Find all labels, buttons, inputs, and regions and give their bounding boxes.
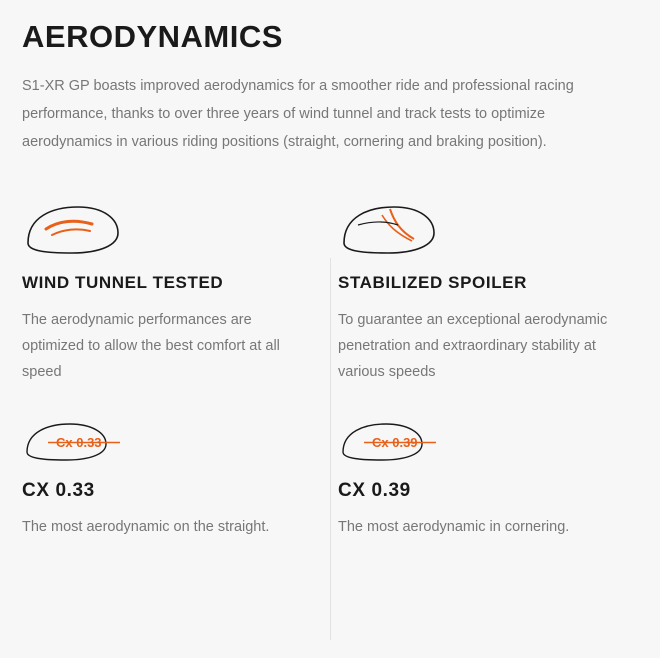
helmet-airflow-icon [22, 201, 296, 259]
cx-block-039 [338, 420, 628, 540]
column-divider [330, 258, 331, 640]
feature-description: To guarantee an exceptional aerodynamic penetration and extraordinary stability at various speeds [338, 311, 608, 381]
feature-description: The aerodynamic performances are optimized to allow the best comfort at all speed [22, 311, 280, 381]
cx-block-033 [22, 420, 296, 540]
cx-description: The most aerodynamic in cornering. [338, 518, 570, 535]
section-intro: S1-XR GP boasts improved aerodynamics for a smoother ride and professional racing performance, thanks to over three years of wind tunnel and track tests to optimize aerodynamics in various riding positions (straight, cornering and braking position). [22, 78, 574, 150]
helmet-spoiler-icon [338, 201, 628, 259]
cx-description: The most aerodynamic on the straight. [22, 518, 270, 535]
cx-badge-label: Cx 0.39 [372, 434, 418, 450]
helmet-cx-033-icon [22, 420, 296, 466]
cx-title: CX 0.39 [338, 479, 411, 501]
feature-title: WIND TUNNEL TESTED [22, 272, 224, 292]
feature-title: STABILIZED SPOILER [338, 272, 527, 292]
page-title: AERODYNAMICS [22, 19, 283, 54]
cx-title: CX 0.33 [22, 479, 95, 501]
feature-column-spoiler [330, 201, 638, 541]
cx-badge-label: Cx 0.33 [56, 434, 102, 450]
feature-column-wind-tunnel [22, 201, 330, 541]
helmet-cx-039-icon [338, 420, 628, 466]
